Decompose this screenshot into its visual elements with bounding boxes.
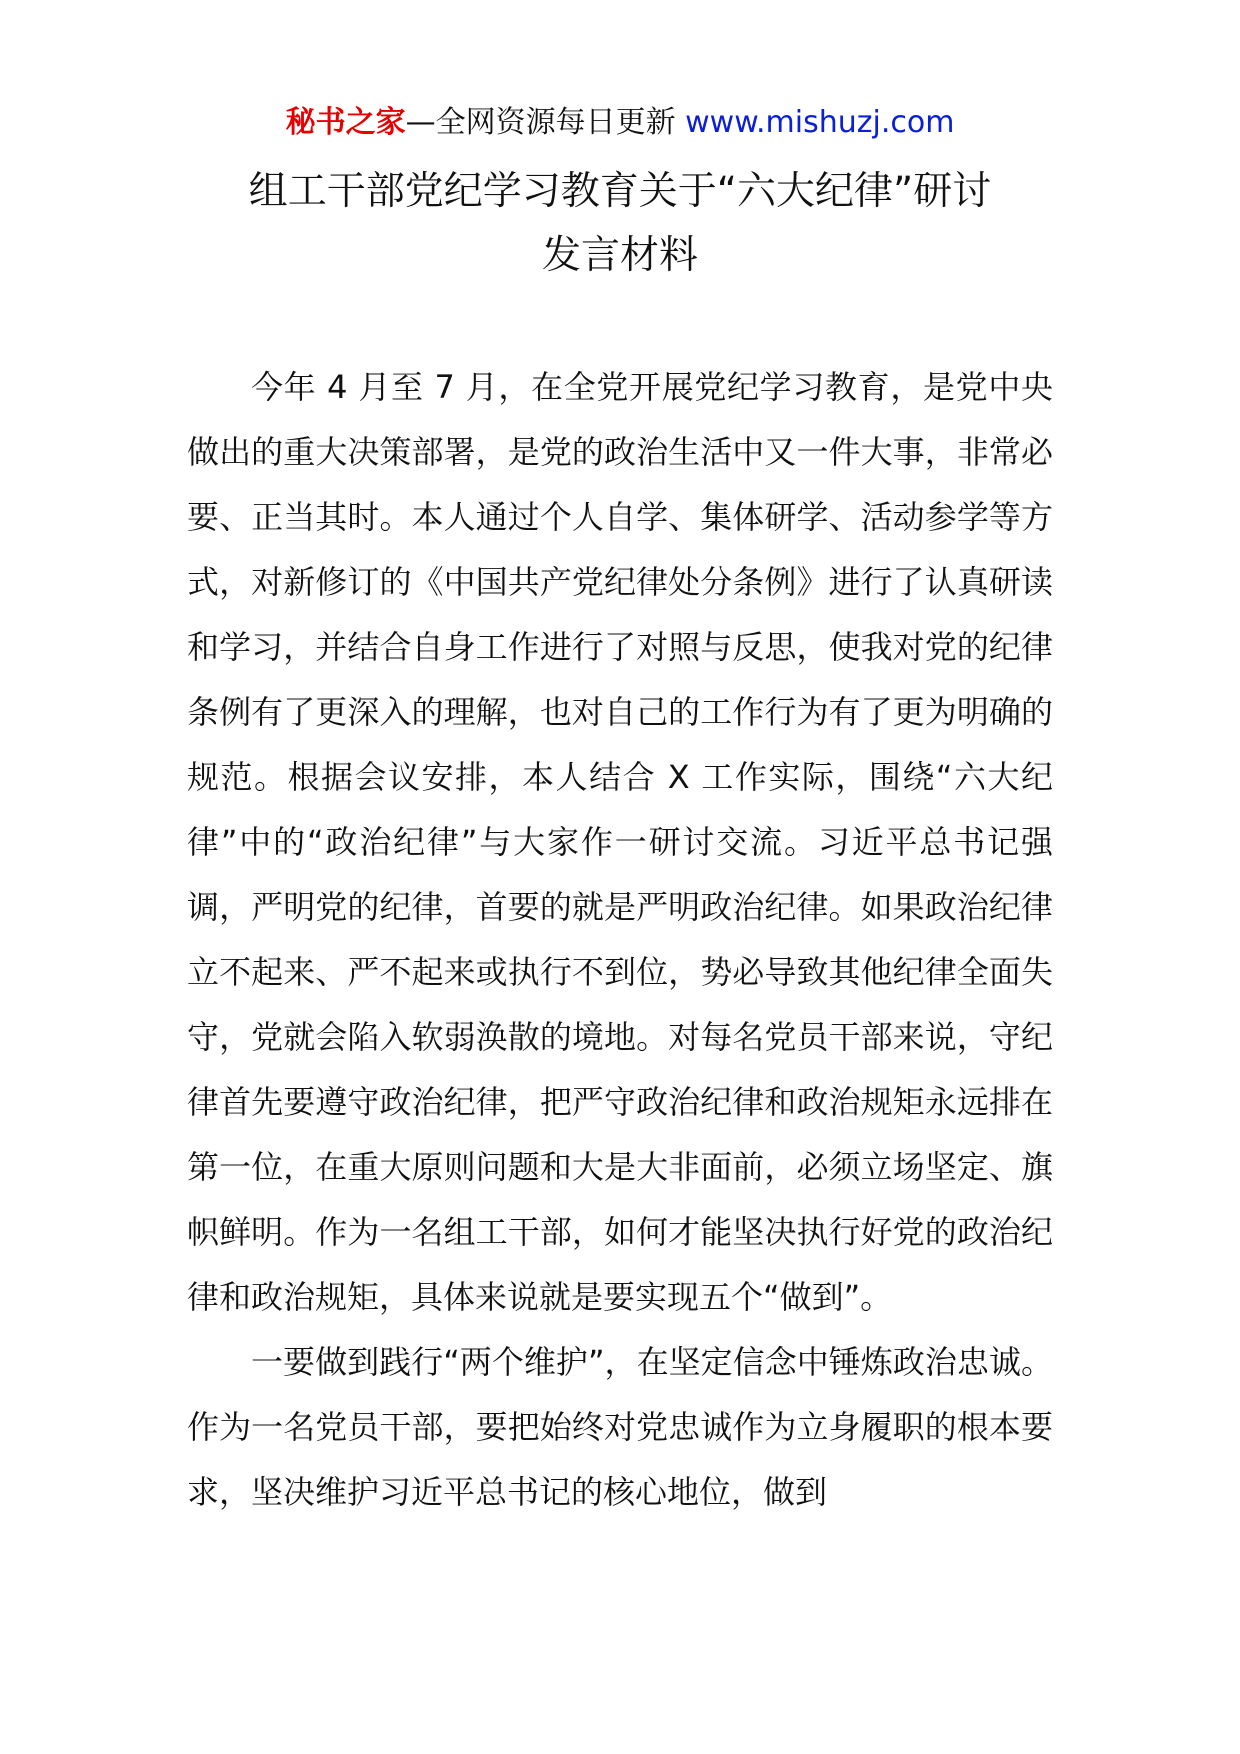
- site-url-link[interactable]: www.mishuzj.com: [685, 105, 955, 140]
- title-line-1: 组工干部党纪学习教育关于“六大纪律”研讨: [248, 169, 992, 214]
- site-banner: [0, 103, 1240, 143]
- document-body: [187, 355, 1053, 1525]
- paragraph-point-one: 一要做到践行“两个维护”，在坚定信念中锤炼政治忠诚。作为一名党员干部，要把始终对党忠诚作为立身履职的根本要求，坚决维护习近平总书记的核心地位，做到: [187, 1343, 1053, 1511]
- brand-name: 秘书之家: [285, 105, 406, 140]
- document-title: [120, 160, 1120, 288]
- paragraph-intro: 今年 4 月至 7 月，在全党开展党纪学习教育，是党中央做出的重大决策部署，是党的政治生活中又一件大事，非常必要、正当其时。本人通过个人自学、集体研学、活动参学等方式，对新修订的《中国共产党纪律处分条例》进行了认真研读和学习，并结合自身工作进行了对照与反思，使我对党的纪律条例有了更深入的理解，也对自己的工作行为有了更为明确的规范。根据会议安排，本人结合 X 工作实际，围绕“六大纪律”中的“政治纪律”与大家作一研讨交流。习近平总书记强调，严明党的纪律，首要的就是严明政治纪律。如果政治纪律立不起来、严不起来或执行不到位，势必导致其他纪律全面失守，党就会陷入软弱涣散的境地。对每名党员干部来说，守纪律首先要遵守政治纪律，把严守政治纪律和政治规矩永远排在第一位，在重大原则问题和大是大非面前，必须立场坚定、旗帜鲜明。作为一名组工干部，如何才能坚决执行好党的政治纪律和政治规矩，具体来说就是要实现五个“做到”。: [187, 368, 1053, 1316]
- title-line-2: 发言材料: [541, 233, 698, 278]
- banner-slogan: —全网资源每日更新: [405, 105, 686, 140]
